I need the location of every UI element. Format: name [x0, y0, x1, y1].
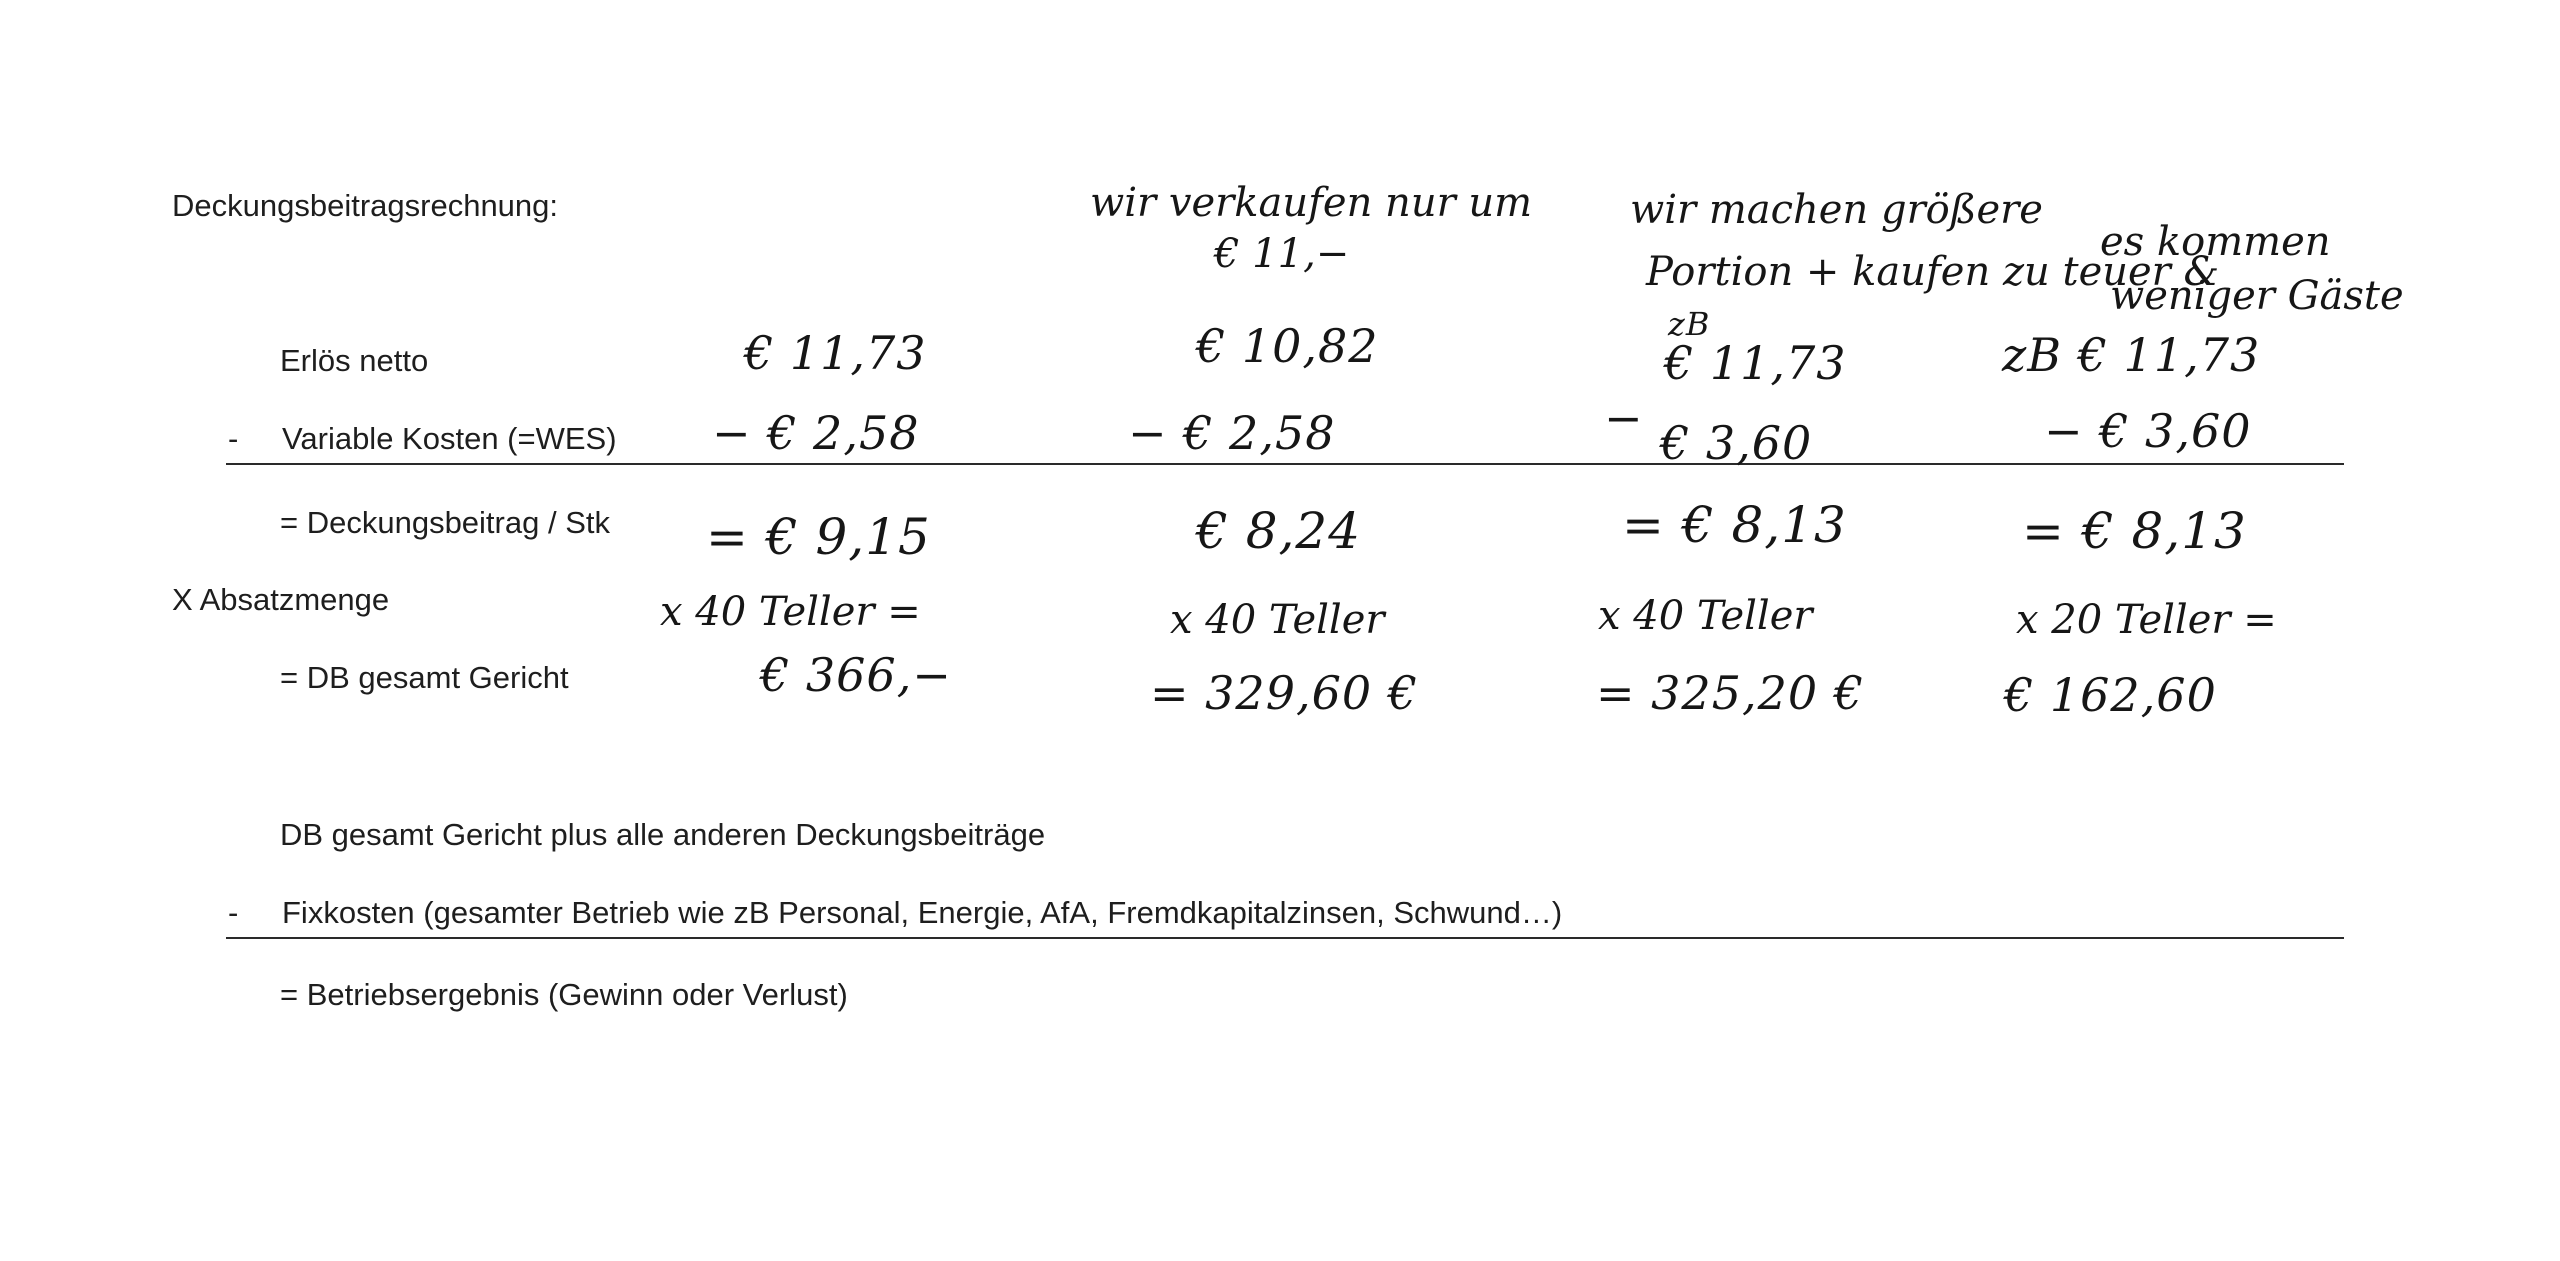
- hw-col4-db: = € 8,13: [2022, 502, 2247, 560]
- dash-variable-costs: -: [228, 421, 239, 456]
- revenue-label: Erlös netto: [280, 343, 429, 378]
- hw-col1-qty: x 40 Teller =: [660, 589, 921, 635]
- hw-col4-qty: x 20 Teller =: [2016, 597, 2277, 643]
- hw-col4-costs: − € 3,60: [2044, 404, 2252, 458]
- hw-col3-total: = 325,20 €: [1596, 666, 1865, 720]
- hw-col4-note-line2: weniger Gäste: [2110, 273, 2404, 319]
- hw-col2-qty: x 40 Teller: [1170, 597, 1385, 643]
- hw-col3-zb: zB: [1668, 305, 1711, 343]
- db-total-label: = DB gesamt Gericht: [280, 660, 569, 695]
- hw-col1-revenue: € 11,73: [744, 326, 927, 380]
- hw-col2-note-line2: € 11,−: [1214, 231, 1350, 277]
- hw-col3-db: = € 8,13: [1622, 496, 1847, 554]
- fixed-costs-label: Fixkosten (gesamter Betrieb wie zB Personal, Energie, AfA, Fremdkapitalzinsen, Schwund…): [282, 895, 1563, 930]
- divider-line-top: [226, 463, 2344, 465]
- dash-fixed-costs: -: [228, 895, 239, 930]
- hw-col4-revenue: zB € 11,73: [2002, 328, 2261, 382]
- hw-col3-minus: −: [1604, 391, 1644, 445]
- hw-col2-db: € 8,24: [1196, 502, 1362, 560]
- db-plus-label: DB gesamt Gericht plus alle anderen Deckungsbeiträge: [280, 817, 1046, 852]
- hw-col2-costs: − € 2,58: [1128, 406, 1336, 460]
- hw-col3-revenue: € 11,73: [1664, 336, 1847, 390]
- hw-col2-total: = 329,60 €: [1150, 666, 1419, 720]
- hw-col3-costs: € 3,60: [1660, 416, 1813, 470]
- hw-col1-db: = € 9,15: [706, 508, 931, 566]
- hw-col3-note-line1: wir machen größere: [1630, 187, 2043, 233]
- hw-col1-total: € 366,−: [760, 648, 952, 702]
- divider-line-bottom: [226, 937, 2344, 939]
- sales-qty-label: X Absatzmenge: [172, 582, 390, 617]
- hw-col2-note-line1: wir verkaufen nur um: [1090, 180, 1533, 226]
- variable-costs-label: Variable Kosten (=WES): [282, 421, 617, 456]
- title: Deckungsbeitragsrechnung:: [172, 188, 559, 223]
- hw-col3-note-line2: Portion + kaufen zu teuer &: [1646, 249, 2220, 295]
- hw-col3-qty: x 40 Teller: [1598, 593, 1813, 639]
- contribution-unit-label: = Deckungsbeitrag / Stk: [280, 505, 610, 540]
- hw-col2-revenue: € 10,82: [1196, 319, 1379, 373]
- hw-col1-costs: − € 2,58: [712, 406, 920, 460]
- hw-col4-note-line1: es kommen: [2100, 219, 2331, 265]
- hw-col4-total: € 162,60: [2004, 668, 2217, 722]
- result-label: = Betriebsergebnis (Gewinn oder Verlust): [280, 977, 848, 1012]
